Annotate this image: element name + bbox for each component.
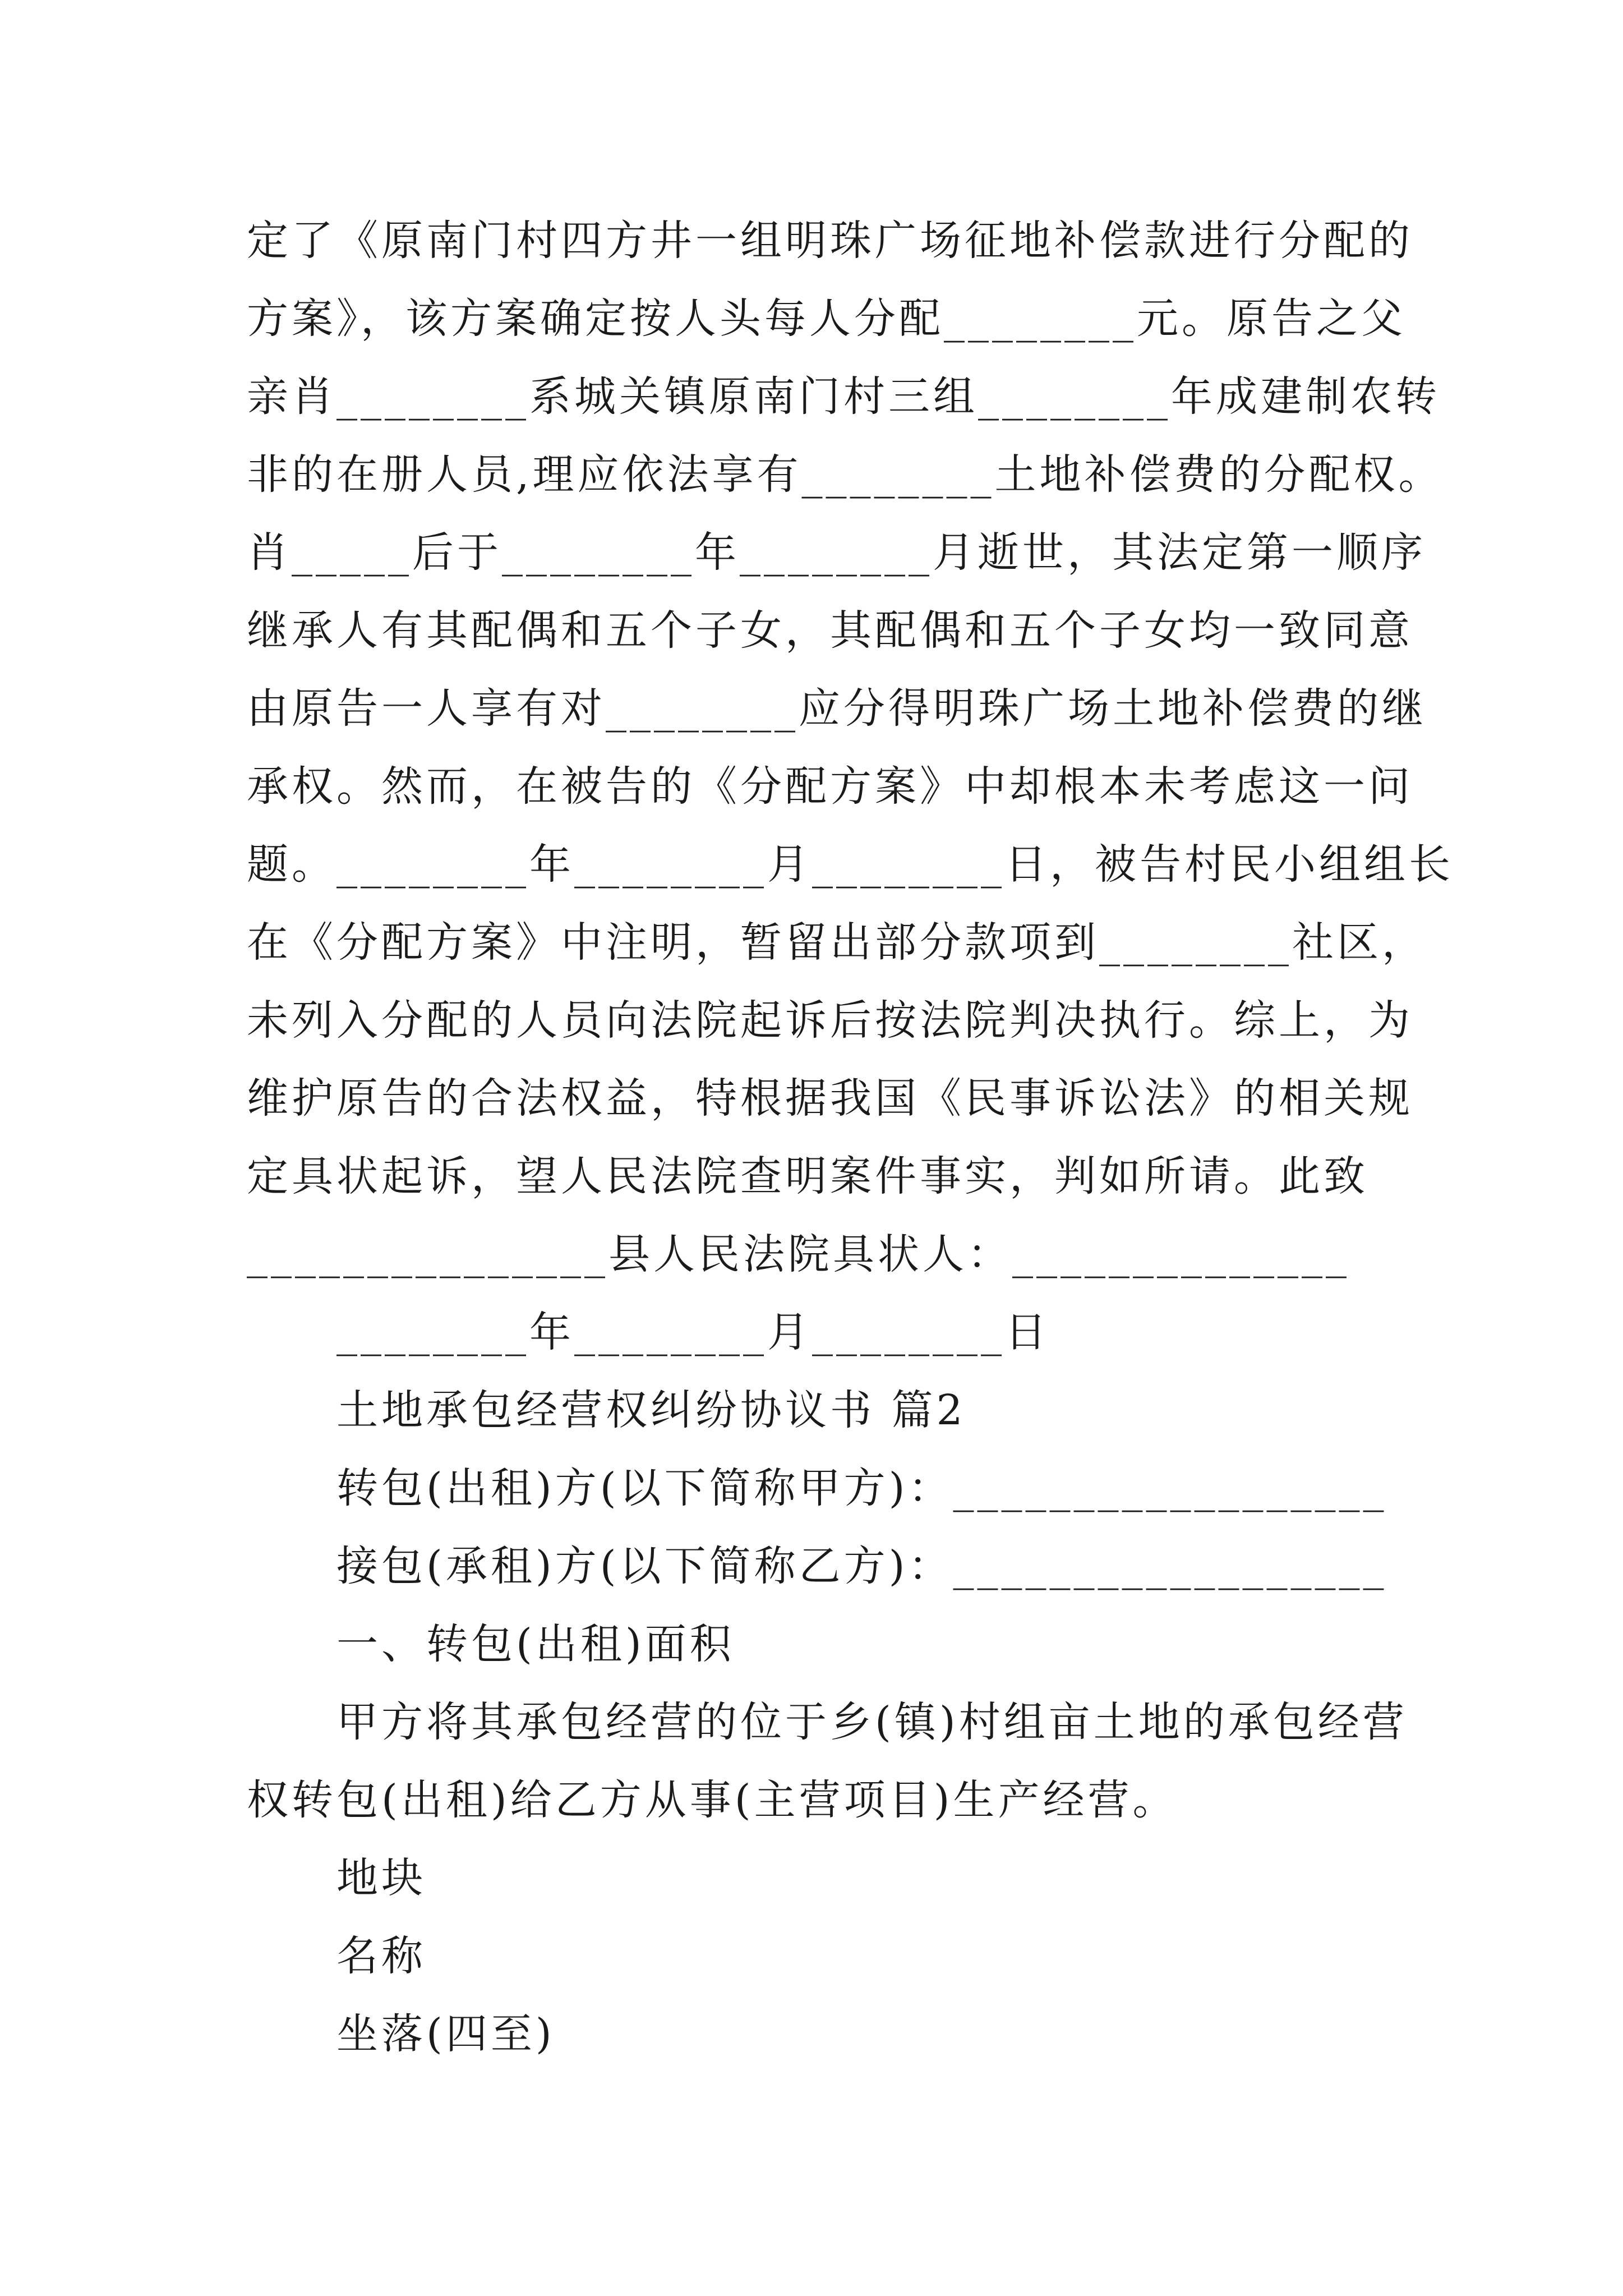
table-label: 地块 <box>336 1854 426 1902</box>
body-line: 维护原告的合法权益，特根据我国《民事诉讼法》的相关规 <box>247 1074 1413 1122</box>
body-line: 在《分配方案》中注明，暂留出部分款项到________社区， <box>247 918 1427 967</box>
body-line: 题。________年________月________日，被告村民小组组长 <box>247 840 1454 889</box>
clause-heading: 一、转包(出租)面积 <box>336 1620 735 1668</box>
party-a-line: 转包(出租)方(以下简称甲方)：__________________ <box>336 1464 1387 1512</box>
signature-line: _______________县人民法院具状人：______________ <box>247 1230 1350 1278</box>
section-title: 土地承包经营权纠纷协议书 篇2 <box>336 1386 966 1434</box>
table-label: 坐落(四至) <box>336 2010 555 2058</box>
table-label: 名称 <box>336 1932 426 1980</box>
body-line: 由原告一人享有对________应分得明珠广场土地补偿费的继 <box>247 684 1427 733</box>
clause-line: 甲方将其承包经营的位于乡(镇)村组亩土地的承包经营 <box>336 1698 1408 1746</box>
party-b-line: 接包(承租)方(以下简称乙方)：__________________ <box>336 1542 1387 1590</box>
body-line: 定具状起诉，望人民法院查明案件事实，判如所请。此致 <box>247 1152 1368 1200</box>
body-line: 非的在册人员,理应依法享有________土地补偿费的分配权。 <box>247 450 1444 499</box>
date-line: ________年________月________日 <box>336 1308 1050 1356</box>
clause-line: 权转包(出租)给乙方从事(主营项目)生产经营。 <box>247 1776 1178 1824</box>
body-line: 方案》，该方案确定按人头每人分配________元。原告之父 <box>247 295 1406 343</box>
body-line: 定了《原南门村四方井一组明珠广场征地补偿款进行分配的 <box>247 217 1413 265</box>
body-line: 未列入分配的人员向法院起诉后按法院判决执行。综上，为 <box>247 996 1413 1045</box>
body-line: 承权。然而，在被告的《分配方案》中却根本未考虑这一问 <box>247 762 1413 811</box>
body-line: 亲肖________系城关镇原南门村三组________年成建制农转 <box>247 372 1440 421</box>
body-line: 继承人有其配偶和五个子女，其配偶和五个子女均一致同意 <box>247 606 1413 655</box>
body-line: 肖_____后于________年________月逝世，其法定第一顺序 <box>247 528 1426 577</box>
